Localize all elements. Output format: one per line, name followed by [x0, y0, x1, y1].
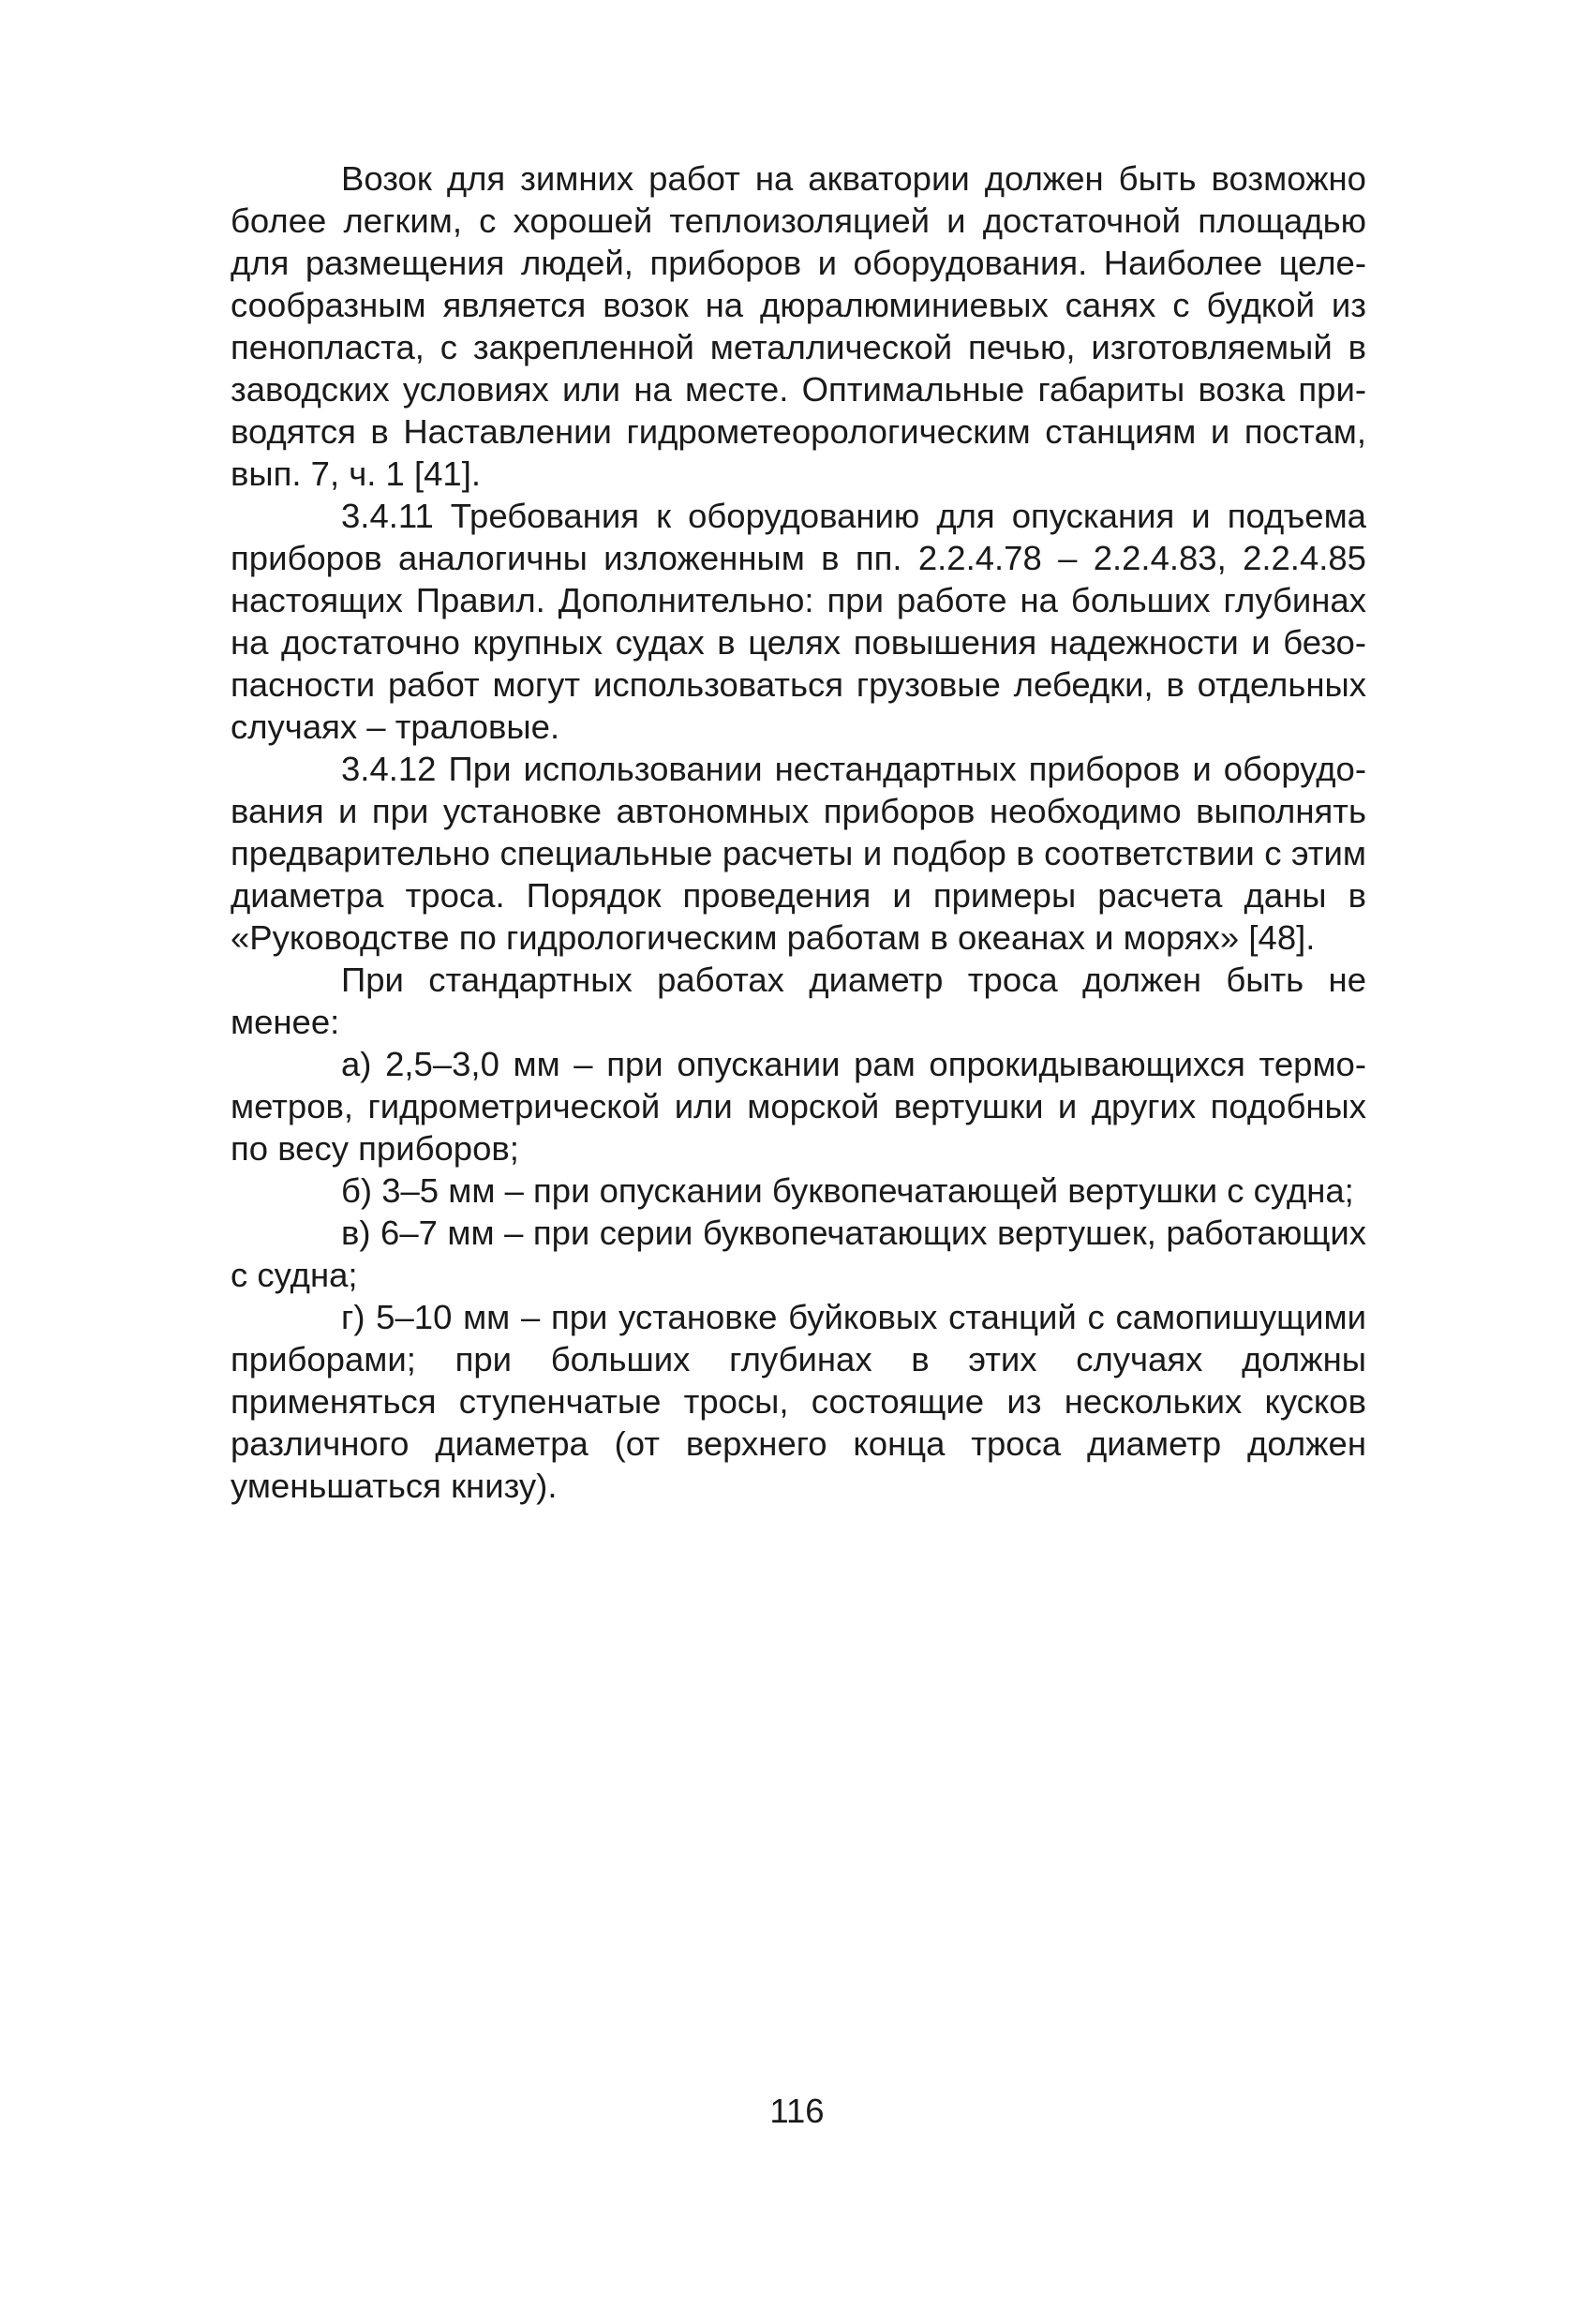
list-item-g: г) 5–10 мм – при установке буйковых станций с самопишущими приборами; при больших глубинах в этих случаях должны применяться ступенчатые тросы, состоящие из нескольких кусков различного диаметра (от верхнего конца троса диаметр должен уменьшаться книзу). [231, 1298, 1366, 1505]
list-item-a: а) 2,5–3,0 мм – при опускании рам опрокидывающихся термометров, гидрометрической или морской вертушки и других подобных по весу приборов; [231, 1045, 1366, 1168]
paragraph-3-4-12: 3.4.12 При использовании нестандартных приборов и оборудования и при установке автономных приборов необходимо выполнять предварительно специальные расчеты и подбор в соответствии с этим диаметра троса. Порядок проведения и примеры расчета даны в «Руководстве по гидрологическим работам в океанах и морях» [48]. [231, 750, 1366, 957]
paragraph-cable-diameter-intro: При стандартных работах диаметр троса должен быть не менее: [231, 961, 1366, 1041]
list-item-b: б) 3–5 мм – при опускании буквопечатающей вертушки с судна; [341, 1171, 1354, 1210]
list-item-v: в) 6–7 мм – при серии буквопечатающих вертушек, работающих с судна; [231, 1214, 1366, 1294]
paragraph-3-4-11: 3.4.11 Требования к оборудованию для опускания и подъема приборов аналогичны изложенным в пп. 2.2.4.78 – 2.2.4.83, 2.2.4.85 настоящих Правил. Дополнительно: при работе на больших глубинах на достаточно крупных судах в целях повышения надежности и безопасности работ могут использоваться грузовые лебедки, в отдельных случаях – траловые. [231, 497, 1366, 746]
page-body [231, 157, 1366, 1507]
page-number: 116 [769, 2092, 825, 2130]
paragraph-sled-description: Возок для зимних работ на акватории должен быть возможно более легким, с хорошей теплоизоляцией и достаточной площадью для размещения людей, приборов и оборудования. Наиболее целесообразным является возок на дюралюминиевых санях с будкой из пенопласта, с закрепленной металлической печью, изготовляемый в заводских условиях или на месте. Оптимальные габариты возка приводятся в Наставлении гидрометеорологическим станциям и постам, вып. 7, ч. 1 [41]. [231, 159, 1366, 493]
